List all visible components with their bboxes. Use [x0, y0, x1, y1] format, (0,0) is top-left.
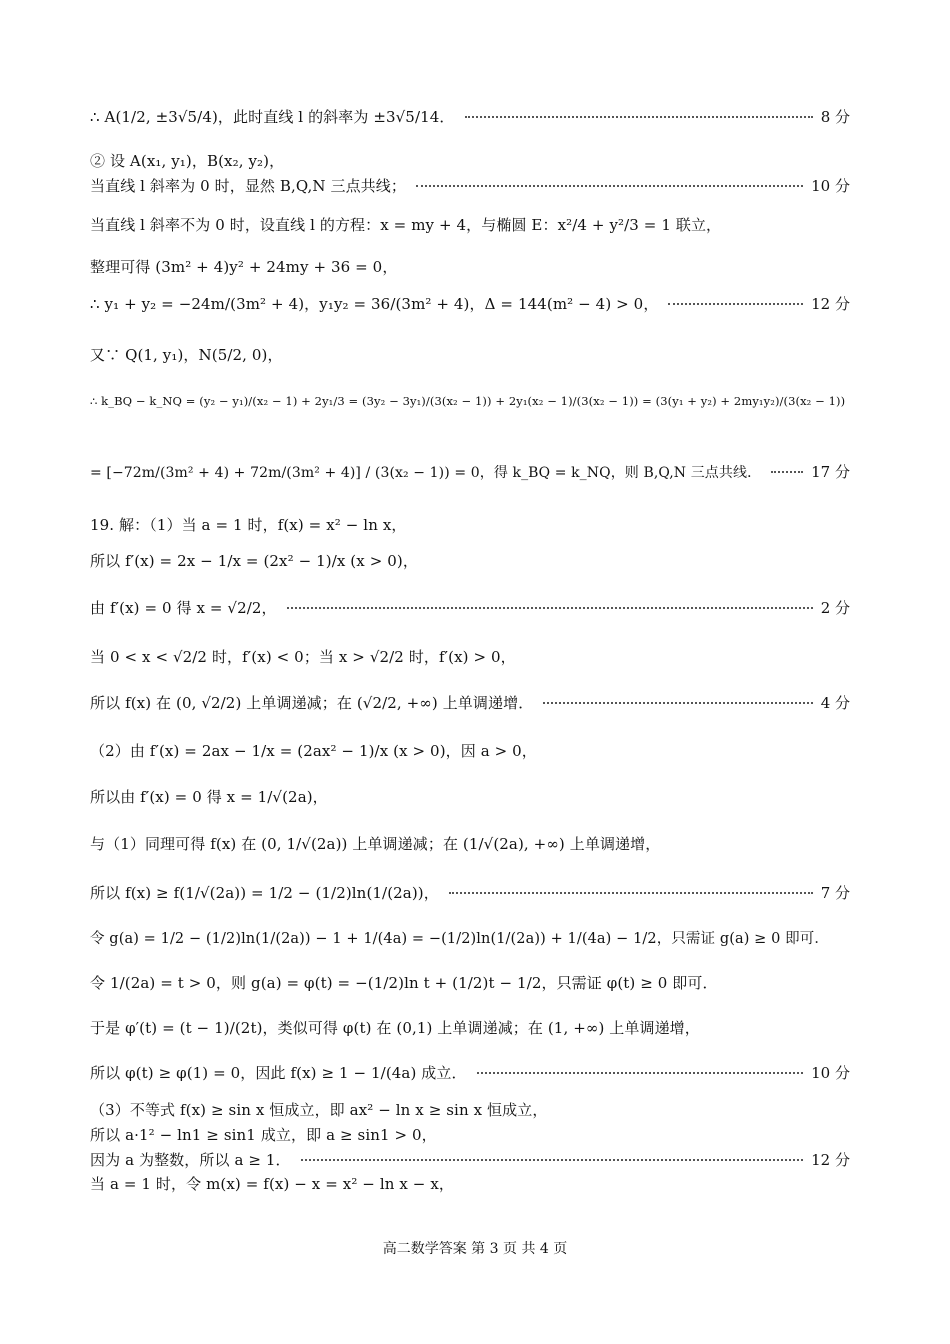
score-label: 4 分 — [820, 694, 850, 712]
line-20: 令 1/(2a) = t > 0，则 g(a) = φ(t) = −(1/2)ln t + (1/2)t − 1/2，只需证 φ(t) ≥ 0 即可． — [90, 974, 718, 992]
line-10: 19. 解：（1）当 a = 1 时，f(x) = x² − ln x， — [90, 516, 407, 534]
line-26: 当 a = 1 时，令 m(x) = f(x) − x = x² − ln x − x， — [90, 1175, 454, 1193]
line-2: ② 设 A(x₁, y₁)，B(x₂, y₂)， — [90, 152, 285, 170]
line-6: ∴ y₁ + y₂ = −24m/(3m² + 4)，y₁y₂ = 36/(3m² + 4)，Δ = 144(m² − 4) > 0， 12 分 — [90, 295, 850, 313]
line-19: 令 g(a) = 1/2 − (1/2)ln(1/(2a)) − 1 + 1/(4a) = −(1/2)ln(1/(2a)) + 1/(4a) − 1/2，只需证 g(a) ≥ 0 即可． — [90, 931, 829, 947]
line-14: 所以 f(x) 在 (0, √2/2) 上单调递减；在 (√2/2, +∞) 上单调递增． 4 分 — [90, 694, 850, 712]
leader-dots — [416, 185, 803, 187]
leader-dots — [668, 303, 803, 305]
line-3: 当直线 l 斜率为 0 时，显然 B,Q,N 三点共线； 10 分 — [90, 177, 850, 195]
line-24: 所以 a·1² − ln1 ≥ sin1 成立，即 a ≥ sin1 > 0， — [90, 1126, 437, 1144]
line-17: 与（1）同理可得 f(x) 在 (0, 1/√(2a)) 上单调递减；在 (1/√(2a), +∞) 上单调递增， — [90, 835, 661, 853]
line-18: 所以 f(x) ≥ f(1/√(2a)) = 1/2 − (1/2)ln(1/(2a))， 7 分 — [90, 884, 850, 902]
line-9: = [−72m/(3m² + 4) + 72m/(3m² + 4)] / (3(x₂ − 1)) = 0，得 k_BQ = k_NQ，则 B,Q,N 三点共线． 17 分 — [90, 463, 850, 481]
leader-dots — [477, 1072, 804, 1074]
score-label: 2 分 — [820, 599, 850, 617]
line-15: （2）由 f′(x) = 2ax − 1/x = (2ax² − 1)/x (x > 0)，因 a > 0， — [90, 742, 537, 760]
leader-dots — [771, 471, 803, 473]
score-label: 17 分 — [811, 463, 850, 481]
line-22: 所以 φ(t) ≥ φ(1) = 0，因此 f(x) ≥ 1 − 1/(4a) 成立． 10 分 — [90, 1064, 850, 1082]
line-1: ∴ A(1/2, ±3√5/4)，此时直线 l 的斜率为 ±3√5/14． 8 分 — [90, 108, 850, 126]
leader-dots — [449, 892, 813, 894]
leader-dots — [543, 702, 812, 704]
line-13: 当 0 < x < √2/2 时，f′(x) < 0；当 x > √2/2 时，f′(x) > 0， — [90, 648, 516, 666]
leader-dots — [465, 116, 813, 118]
line-25: 因为 a 为整数，所以 a ≥ 1． 12 分 — [90, 1151, 850, 1169]
score-label: 12 分 — [811, 1151, 850, 1169]
score-label: 8 分 — [820, 108, 850, 126]
score-label: 12 分 — [811, 295, 850, 313]
line-7: 又∵ Q(1, y₁)，N(5/2, 0)， — [90, 346, 283, 364]
score-label: 10 分 — [811, 1064, 850, 1082]
line-11: 所以 f′(x) = 2x − 1/x = (2x² − 1)/x (x > 0)， — [90, 552, 418, 570]
line-16: 所以由 f′(x) = 0 得 x = 1/√(2a)， — [90, 788, 328, 806]
line-23: （3）不等式 f(x) ≥ sin x 恒成立，即 ax² − ln x ≥ sin x 恒成立， — [90, 1101, 548, 1119]
line-21: 于是 φ′(t) = (t − 1)/(2t)，类似可得 φ(t) 在 (0,1) 上单调递减；在 (1, +∞) 上单调递增， — [90, 1019, 700, 1037]
leader-dots — [287, 607, 813, 609]
line-5: 整理可得 (3m² + 4)y² + 24my + 36 = 0， — [90, 258, 398, 276]
line-4: 当直线 l 斜率不为 0 时，设直线 l 的方程：x = my + 4，与椭圆 E：x²/4 + y²/3 = 1 联立， — [90, 216, 722, 234]
leader-dots — [301, 1159, 804, 1161]
line-12: 由 f′(x) = 0 得 x = √2/2， 2 分 — [90, 599, 850, 617]
score-label: 7 分 — [820, 884, 850, 902]
line-8: ∴ k_BQ − k_NQ = (y₂ − y₁)/(x₂ − 1) + 2y₁/3 = (3y₂ − 3y₁)/(3(x₂ − 1)) + 2y₁(x₂ − 1)/(3(x₂ − 1)) = (3(y₁ + y₂) + 2my₁y₂)/(3(x₂ − 1)) — [90, 394, 846, 408]
page-footer: 高二数学答案 第 3 页 共 4 页 — [382, 1241, 568, 1257]
score-label: 10 分 — [811, 177, 850, 195]
